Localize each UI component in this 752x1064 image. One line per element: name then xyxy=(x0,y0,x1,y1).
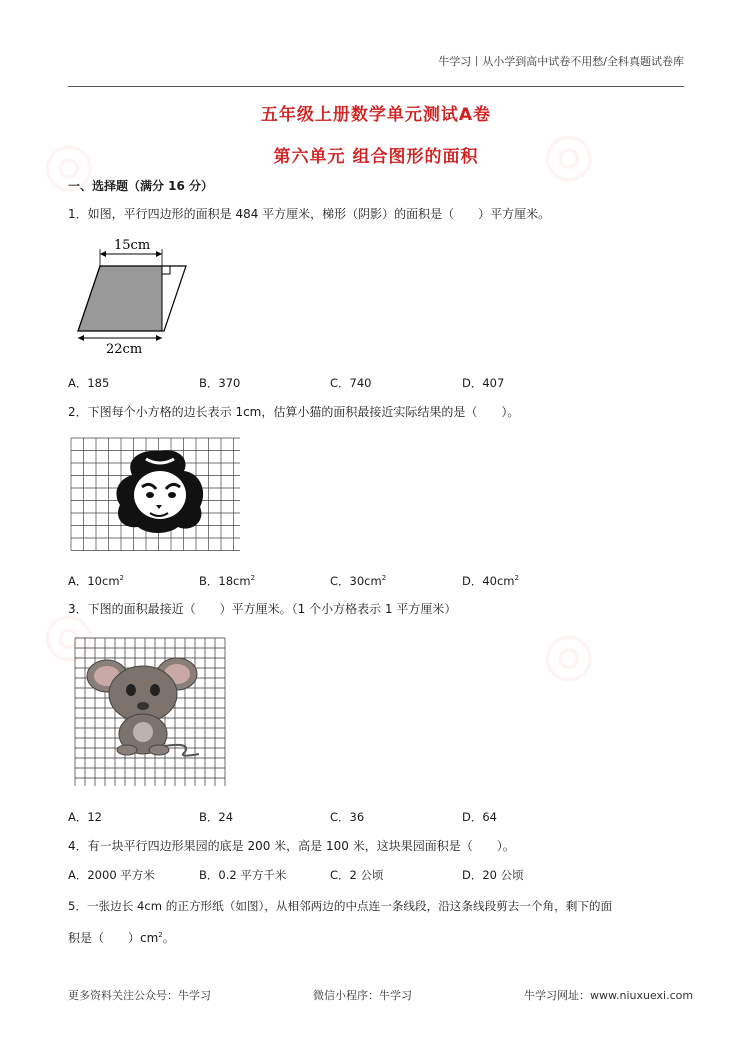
q2-option-b[interactable]: B．$18cm^2$ xyxy=(199,574,256,588)
question-1-text: 1．如图，平行四边形的面积是 484 平方厘米，梯形（阴影）的面积是（ ）平方厘米。 xyxy=(68,207,551,221)
question-4-text: 4．有一块平行四边形果园的底是 200 米，高是 100 米，这块果园面积是（ ）。 xyxy=(68,839,515,853)
q2-option-c[interactable]: C．$30cm^2$ xyxy=(330,574,387,588)
q3-option-a[interactable]: A．12 xyxy=(68,810,103,824)
q1-option-d[interactable]: D．407 xyxy=(462,376,505,390)
q3-option-d[interactable]: D．64 xyxy=(462,810,497,824)
question-5-text-line2: 积是（ ）$cm^2$。 xyxy=(68,931,175,945)
q4-option-b[interactable]: B．0.2 平方千米 xyxy=(199,868,287,882)
question-5-text-line1: 5．一张边长 4cm 的正方形纸（如图），从相邻两边的中点连一条线段，沿这条线段剪去一个角，剩下的面 xyxy=(68,899,613,913)
header-divider xyxy=(68,86,684,87)
cat-illustration xyxy=(116,450,203,533)
q2-option-d[interactable]: D．$40cm^2$ xyxy=(462,574,519,588)
watermark: ◎ xyxy=(524,111,608,199)
shaded-trapezoid xyxy=(78,266,162,331)
q3-option-b[interactable]: B．24 xyxy=(199,810,234,824)
q2-option-a[interactable]: A．$10cm^2$ xyxy=(68,574,124,588)
footer-left: 更多资料关注公众号：牛学习 xyxy=(68,989,211,1002)
bottom-dimension-label: 22cm xyxy=(106,342,143,357)
footer-center: 微信小程序：牛学习 xyxy=(313,989,412,1002)
header-text: 牛学习丨从小学到高中试卷不用愁/全科真题试卷库 xyxy=(438,55,684,68)
footer-right: 牛学习网址：www.niuxuexi.com xyxy=(524,989,694,1002)
section-title: 一、选择题（满分 16 分） xyxy=(68,179,214,193)
q3-option-c[interactable]: C．36 xyxy=(330,810,365,824)
watermark: ◎ xyxy=(24,121,108,209)
q1-option-a[interactable]: A．185 xyxy=(68,376,110,390)
watermark: ◎ xyxy=(24,591,108,679)
q1-option-c[interactable]: C．740 xyxy=(330,376,372,390)
question-3-grid-figure xyxy=(73,636,227,786)
q4-option-a[interactable]: A．2000 平方米 xyxy=(68,868,155,882)
q4-option-c[interactable]: C．2 公顷 xyxy=(330,868,384,882)
page-subtitle: 第六单元 组合图形的面积 xyxy=(273,147,479,167)
q4-option-d[interactable]: D．20 公顷 xyxy=(462,868,524,882)
question-1-figure xyxy=(68,232,208,358)
question-3-text: 3．下图的面积最接近（ ）平方厘米。（1 个小方格表示 1 平方厘米） xyxy=(68,602,457,616)
question-2-text: 2．下图每个小方格的边长表示 1cm，估算小猫的面积最接近实际结果的是（ ）。 xyxy=(68,405,520,419)
q1-option-b[interactable]: B．370 xyxy=(199,376,241,390)
watermark: ◎ xyxy=(524,611,608,699)
top-dimension-label: 15cm xyxy=(114,238,151,253)
page-title: 五年级上册数学单元测试A卷 xyxy=(260,105,492,125)
mouse-illustration xyxy=(87,658,199,756)
question-2-grid-figure xyxy=(70,437,240,555)
